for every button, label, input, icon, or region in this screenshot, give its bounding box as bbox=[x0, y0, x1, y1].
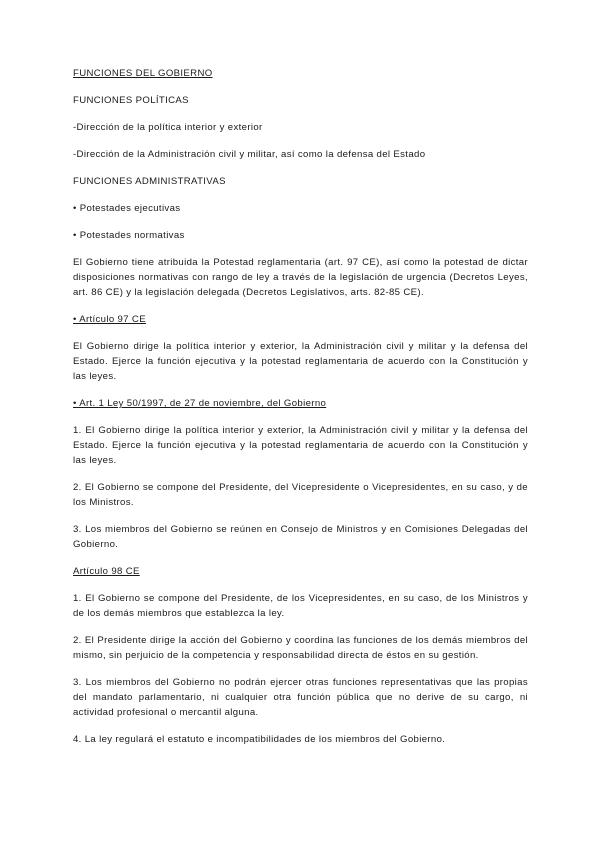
list-item: • Potestades normativas bbox=[73, 230, 185, 241]
document-title: FUNCIONES DEL GOBIERNO bbox=[73, 68, 213, 79]
art98-paragraph: 2. El Presidente dirige la acción del Gobierno y coordina las funciones de los demás miembros del mismo, sin perjuicio de la competencia y responsabilidad directa de éstos en su gestión. bbox=[73, 635, 528, 661]
art98-paragraph: 1. El Gobierno se compone del Presidente, de los Vicepresidentes, en su caso, de los Ministros y de los demás miembros que establezca la ley. bbox=[73, 593, 528, 619]
ley-paragraph: 3. Los miembros del Gobierno se reúnen en Consejo de Ministros y en Comisiones Delegadas del Gobierno. bbox=[73, 524, 528, 550]
art98-paragraph: 4. La ley regulará el estatuto e incompatibilidades de los miembros del Gobierno. bbox=[73, 734, 446, 745]
art97-heading: • Artículo 97 CE bbox=[73, 314, 146, 325]
section-heading-politicas: FUNCIONES POLÍTICAS bbox=[73, 95, 189, 106]
intro-paragraph: El Gobierno tiene atribuida la Potestad reglamentaria (art. 97 CE), así como la potestad de dictar disposiciones normativas con rango de ley a través de la legislación de urgencia (Decretos Leyes, art. 86 CE) y la legislación delegada (Decretos Legislativos, arts. 82-85 CE). bbox=[73, 257, 528, 298]
art97-text: El Gobierno dirige la política interior y exterior, la Administración civil y militar y la defensa del Estado. Ejerce la función ejecutiva y la potestad reglamentaria de acuerdo con la Constitución y las leyes. bbox=[73, 341, 528, 382]
list-item: • Potestades ejecutivas bbox=[73, 203, 181, 214]
ley-paragraph: 1. El Gobierno dirige la política interior y exterior, la Administración civil y militar y la defensa del Estado. Ejerce la función ejecutiva y la potestad reglamentaria de acuerdo con la Constitución y las leyes. bbox=[73, 425, 528, 466]
ley-paragraph: 2. El Gobierno se compone del Presidente, del Vicepresidente o Vicepresidentes, en su caso, y de los Ministros. bbox=[73, 482, 528, 508]
ley-heading: • Art. 1 Ley 50/1997, de 27 de noviembre, del Gobierno bbox=[73, 398, 327, 409]
art98-heading: Artículo 98 CE bbox=[73, 566, 140, 577]
section-heading-administrativas: FUNCIONES ADMINISTRATIVAS bbox=[73, 176, 226, 187]
list-item: -Dirección de la Administración civil y militar, así como la defensa del Estado bbox=[73, 149, 426, 160]
art98-paragraph: 3. Los miembros del Gobierno no podrán ejercer otras funciones representativas que las propias del mandato parlamentario, ni cualquier otra función pública que no derive de su cargo, ni actividad profesional o mercantil alguna. bbox=[73, 677, 528, 718]
list-item: -Dirección de la política interior y exterior bbox=[73, 122, 263, 133]
